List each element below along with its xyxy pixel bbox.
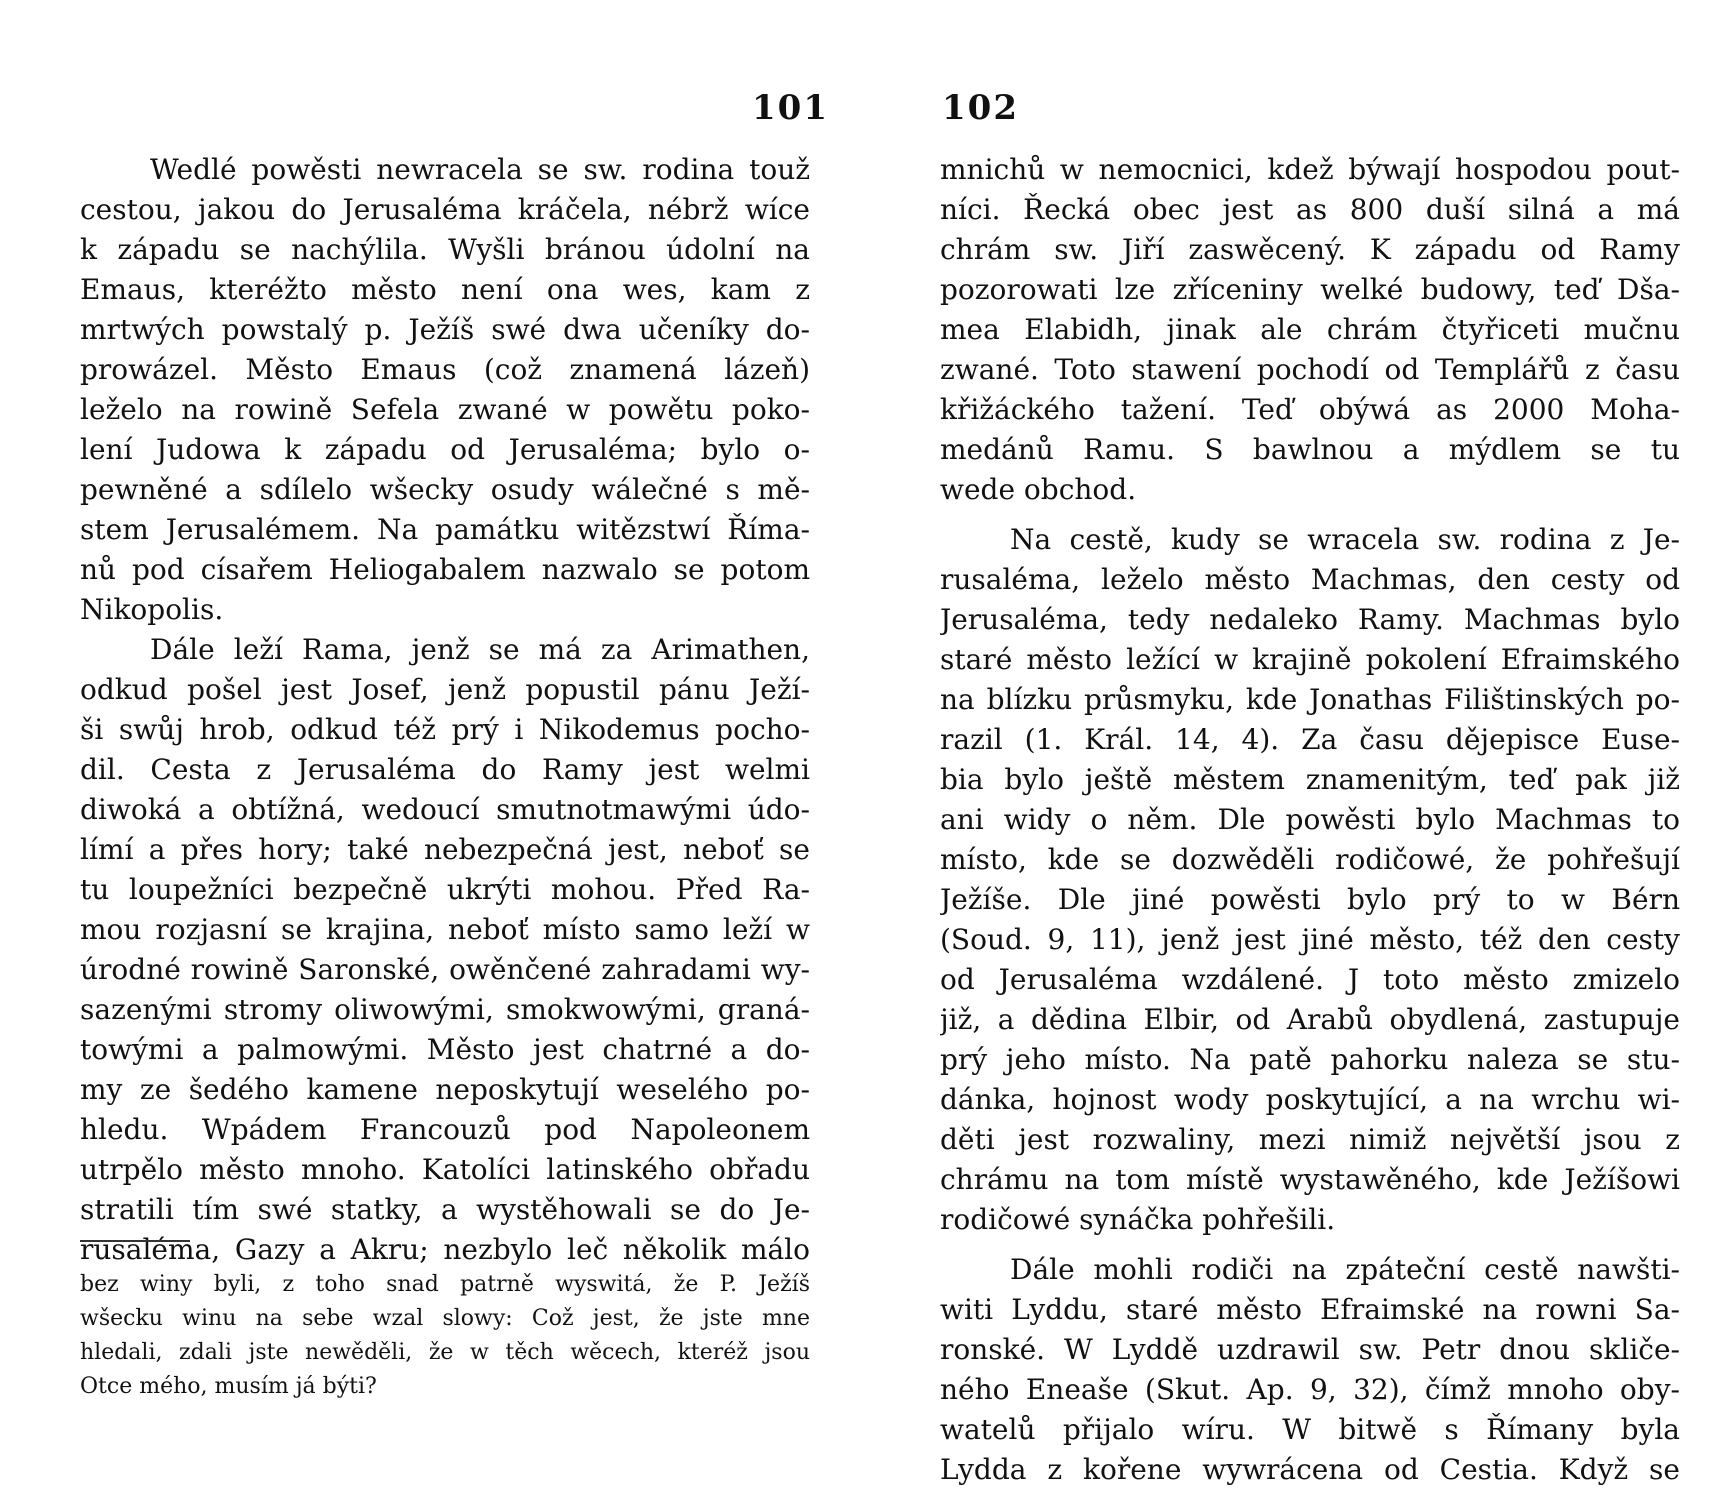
body-text [80, 150, 810, 1270]
text-line: mea Elabidh, jinak ale chrám čtyřiceti mučnu [940, 313, 1680, 346]
text-line: rodičowé synáčka pohřešili. [940, 1203, 1336, 1236]
text-line: Lydda z kořene wywrácena od Cestia. Když se [940, 1453, 1680, 1486]
page-number: 101 [752, 88, 829, 128]
text-line: rusaléma, Gazy a Akru; nezbylo leč několik málo [80, 1233, 810, 1266]
text-line: Dále mohli rodiči na zpáteční cestě nawšti- [1010, 1253, 1680, 1286]
text-line: lení Judowa k západu od Jerusaléma; bylo o- [80, 433, 810, 466]
text-line: medánů Ramu. S bawlnou a mýdlem se tu [940, 433, 1680, 466]
text-line: prowázel. Město Emaus (což znamená lázeň) [80, 353, 810, 386]
text-line: hledu. Wpádem Francouzů pod Napoleonem [80, 1113, 810, 1146]
text-line: ného Eneaše (Skut. Ap. 9, 32), čímž mnoho oby- [940, 1373, 1680, 1406]
text-line: tu loupežníci bezpečně ukrýti mohou. Před Ra- [80, 873, 810, 906]
text-line: witi Lyddu, staré město Efraimské na rowni Sa- [940, 1293, 1680, 1326]
text-line: utrpělo město mnoho. Katolíci latinského obřadu [80, 1153, 810, 1186]
text-line: Otce mého, musím já býti? [80, 1374, 377, 1399]
text-line: chrámu na tom místě wystawěného, kde Ježíšowi [940, 1163, 1680, 1196]
text-line: pozorowati lze zříceniny welké budowy, teď Dša- [940, 273, 1680, 306]
text-line: ši swůj hrob, odkud též prý i Nikodemus pocho- [80, 713, 810, 746]
text-line: dil. Cesta z Jerusaléma do Ramy jest welmi [80, 753, 810, 786]
text-line: razil (1. Král. 14, 4). Za času dějepisce Euse- [940, 723, 1680, 756]
body-text [940, 150, 1680, 1490]
text-line: úrodné rowině Saronské, owěnčené zahradami wy- [80, 953, 810, 986]
text-line: mou rozjasní se krajina, neboť místo samo leží w [80, 913, 810, 946]
text-line: nů pod císařem Heliogabalem nazwalo se potom [80, 553, 810, 586]
text-line: leželo na rowině Sefela zwané w powětu poko- [80, 393, 810, 426]
text-line: hledali, zdali jste newěděli, že w těch wěcech, kteréž jsou [80, 1340, 810, 1365]
text-line: wšecku winu na sebe wzal slowy: Což jest, že jste mne [80, 1306, 810, 1331]
text-line: od Jerusaléma wzdálené. J toto město zmizelo [940, 963, 1680, 996]
text-line: wede obchod. [940, 473, 1137, 506]
text-line: Dále leží Rama, jenž se má za Arimathen, [150, 633, 810, 666]
text-line: prý jeho místo. Na patě pahorku naleza se stu- [940, 1043, 1680, 1076]
footnote-divider [80, 1240, 190, 1242]
page-number: 102 [942, 88, 1019, 128]
text-line: diwoká a obtížná, wedoucí smutnotmawými údo- [80, 793, 810, 826]
text-line: bez winy byli, z toho snad patrně wyswitá, že P. Ježíš [80, 1272, 810, 1297]
text-line: sazenými stromy oliwowými, smokwowými, graná- [80, 993, 810, 1026]
text-line: Jerusaléma, tedy nedaleko Ramy. Machmas bylo [940, 603, 1680, 636]
text-line: na blízku průsmyku, kde Jonathas Filištinských po- [940, 683, 1680, 716]
text-line: límí a přes hory; také nebezpečná jest, neboť se [80, 833, 810, 866]
footnote [80, 1268, 810, 1404]
text-line: pewněné a sdílelo wšecky osudy wálečné s mě- [80, 473, 810, 506]
text-line: k západu se nachýlila. Wyšli bránou údolní na [80, 233, 810, 266]
text-line: děti jest rozwaliny, mezi nimiž největší jsou z [940, 1123, 1680, 1156]
text-line: Nikopolis. [80, 593, 224, 626]
text-line: zwané. Toto stawení pochodí od Templářů z času [940, 353, 1680, 386]
text-line: Emaus, kteréžto město není ona wes, kam z [80, 273, 810, 306]
text-line: watelů přijalo wíru. W bitwě s Římany byla [940, 1413, 1680, 1446]
text-line: stem Jerusalémem. Na památku witězstwí Říma- [80, 513, 810, 546]
text-line: Na cestě, kudy se wracela sw. rodina z Je- [1010, 523, 1680, 556]
text-line: Ježíše. Dle jiné powěsti bylo prý to w Bérn [940, 883, 1680, 916]
text-line: chrám sw. Jiří zaswěcený. K západu od Ramy [940, 233, 1680, 266]
text-line: mnichů w nemocnici, kdež býwají hospodou pout- [940, 153, 1680, 186]
text-line: ronské. W Lyddě uzdrawil sw. Petr dnou skliče- [940, 1333, 1680, 1366]
text-line: již, a dědina Elbir, od Arabů obydlená, zastupuje [940, 1003, 1680, 1036]
text-line: my ze šedého kamene neposkytují weselého po- [80, 1073, 810, 1106]
text-line: (Soud. 9, 11), jenž jest jiné město, též den cesty [940, 923, 1680, 956]
text-line: Wedlé powěsti newracela se sw. rodina touž [150, 153, 810, 186]
text-line: křižáckého tažení. Teď obýwá as 2000 Moha- [940, 393, 1680, 426]
text-line: mrtwých powstalý p. Ježíš swé dwa učeníky do- [80, 313, 810, 346]
text-line: stratili tím swé statky, a wystěhowali se do Je- [80, 1193, 810, 1226]
text-line: cestou, jakou do Jerusaléma kráčela, nébrž wíce [80, 193, 810, 226]
text-line: dánka, hojnost wody poskytující, a na wrchu wi- [940, 1083, 1680, 1116]
text-line: bia bylo ještě městem znamenitým, teď pak již [940, 763, 1680, 796]
text-line: towými a palmowými. Město jest chatrné a do- [80, 1033, 810, 1066]
text-line: místo, kde se dozwěděli rodičowé, že pohřešují [940, 843, 1680, 876]
text-line: odkud pošel jest Josef, jenž popustil pánu Ježí- [80, 673, 810, 706]
text-line: níci. Řecká obec jest as 800 duší silná a má [940, 193, 1680, 226]
text-line: staré město ležící w krajině pokolení Efraimského [940, 643, 1680, 676]
right-page [868, 0, 1736, 1500]
text-line: ani widy o něm. Dle powěsti bylo Machmas to [940, 803, 1680, 836]
text-line: rusaléma, leželo město Machmas, den cesty od [940, 563, 1680, 596]
